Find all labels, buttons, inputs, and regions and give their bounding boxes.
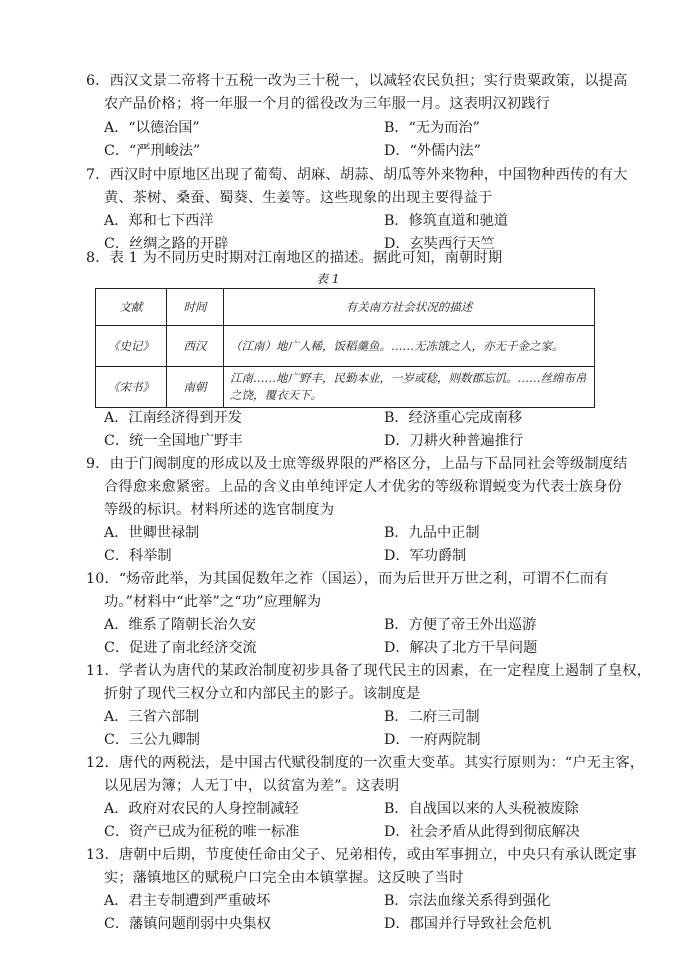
q7-line-1: 7．西汉时中原地区出现了葡萄、胡麻、胡蒜、胡瓜等外来物种，中国物种西传的有大 [86, 167, 628, 183]
q12-option-c: C．资产已成为征税的唯一标准 [104, 824, 300, 840]
q10-line-1: 10．“炀帝此举，为其国促数年之祚（国运），而为后世开万世之利，可谓不仁而有 [86, 571, 609, 587]
table-row [96, 367, 595, 408]
table-caption: 表 1 [316, 272, 340, 286]
table-cell: 西汉 [167, 326, 224, 367]
q11-option-a: A．三省六部制 [104, 709, 200, 725]
q7-option-c: C．丝绸之路的开辟 [104, 236, 229, 252]
q9-option-a: A．世卿世禄制 [104, 525, 200, 541]
q9-line-2: 合得愈来愈紧密。上品的含义由单纯评定人才优劣的等级称谓蜕变为代表士族身份 [104, 479, 622, 495]
q6-line-2: 农产品价格；将一年服一个月的徭役改为三年服一月。这表明汉初践行 [104, 96, 551, 112]
q12-option-b: B．自战国以来的人头税被废除 [384, 801, 579, 817]
q12-line-1: 12．唐代的两税法，是中国古代赋役制度的一次重大变革。其实行原则为：“户无主客， [86, 755, 645, 771]
q8-line-1: 8．表 1 为不同历史时期对江南地区的描述。据此可知，南朝时期 [86, 250, 503, 266]
table-1 [95, 288, 595, 408]
q13-option-a: A．君主专制遭到严重破坏 [104, 893, 271, 909]
q8-option-c: C．统一全国地广野丰 [104, 433, 243, 449]
q13-line-1: 13．唐朝中后期，节度使任命由父子、兄弟相传，或由军事拥立，中央只有承认既定事 [86, 847, 637, 863]
table-cell: 《史记》 [96, 326, 167, 367]
table-header-row [96, 289, 595, 326]
q6-option-a: A．“以德治国” [104, 120, 200, 136]
q9-option-c: C．科举制 [104, 548, 172, 564]
q6-line-1: 6．西汉文景二帝将十五税一改为三十税一，以减轻农民负担；实行贵粟政策，以提高 [86, 73, 628, 89]
table-header-cell: 有关南方社会状况的描述 [224, 289, 595, 326]
q7-line-2: 黄、茶树、桑蚕、蜀葵、生姜等。这些现象的出现主要得益于 [104, 190, 493, 206]
q8-option-b: B．经济重心完成南移 [384, 410, 523, 426]
table-row [96, 326, 595, 367]
table-header-cell: 时间 [167, 289, 224, 326]
table-cell: 《宋书》 [96, 367, 167, 408]
q10-option-b: B．方便了帝王外出巡游 [384, 617, 537, 633]
table-cell: （江南）地广人稀，饭稻羹鱼。……无冻饿之人，亦无千金之家。 [224, 326, 595, 367]
q10-line-2: 功。”材料中“此举”之“功”应理解为 [104, 594, 322, 610]
table-header-cell: 文献 [96, 289, 167, 326]
q13-option-d: D．郡国并行导致社会危机 [384, 916, 552, 932]
q11-line-2: 折射了现代三权分立和内部民主的影子。该制度是 [104, 686, 421, 702]
q11-option-b: B．二府三司制 [384, 709, 480, 725]
q10-option-a: A．维系了隋朝长治久安 [104, 617, 257, 633]
q7-option-d: D．玄奘西行天竺 [384, 236, 495, 252]
q11-option-c: C．三公九卿制 [104, 732, 200, 748]
table-cell: 江南……地广野丰，民勤本业，一岁或稔，则数郡忘饥。……丝绵布帛之饶，覆衣天下。 [224, 367, 595, 408]
q13-option-b: B．宗法血缘关系得到强化 [384, 893, 551, 909]
q9-line-1: 9．由于门阀制度的形成以及士庶等级界限的严格区分，上品与下品同社会等级制度结 [86, 456, 628, 472]
q10-option-c: C．促进了南北经济交流 [104, 640, 257, 656]
q13-option-c: C．藩镇问题削弱中央集权 [104, 916, 271, 932]
q7-option-a: A．郑和七下西洋 [104, 213, 214, 229]
q10-option-d: D．解决了北方干旱问题 [384, 640, 538, 656]
q11-option-d: D．一府两院制 [384, 732, 481, 748]
q11-line-1: 11．学者认为唐代的某政治制度初步具备了现代民主的因素，在一定程度上遏制了皇权， [86, 663, 652, 679]
q12-option-d: D．社会矛盾从此得到彻底解决 [384, 824, 580, 840]
q7-option-b: B．修筑直道和驰道 [384, 213, 508, 229]
q13-line-2: 实；藩镇地区的赋税户口完全由本镇掌握。这反映了当时 [104, 870, 464, 886]
q6-option-c: C．“严刑峻法” [104, 143, 201, 159]
q9-option-b: B．九品中正制 [384, 525, 480, 541]
q12-option-a: A．政府对农民的人身控制减轻 [104, 801, 299, 817]
q6-option-b: B．“无为而治” [384, 120, 480, 136]
q9-option-d: D．军功爵制 [384, 548, 467, 564]
q8-option-a: A．江南经济得到开发 [104, 410, 242, 426]
table-cell: 南朝 [167, 367, 224, 408]
q12-line-2: 以见居为簿；人无丁中，以贫富为差”。这表明 [104, 778, 400, 794]
q8-option-d: D．刀耕火种普遍推行 [384, 433, 524, 449]
q9-line-3: 等级的标识。材料所述的选官制度为 [104, 502, 335, 518]
q6-option-d: D．“外儒内法” [384, 143, 481, 159]
